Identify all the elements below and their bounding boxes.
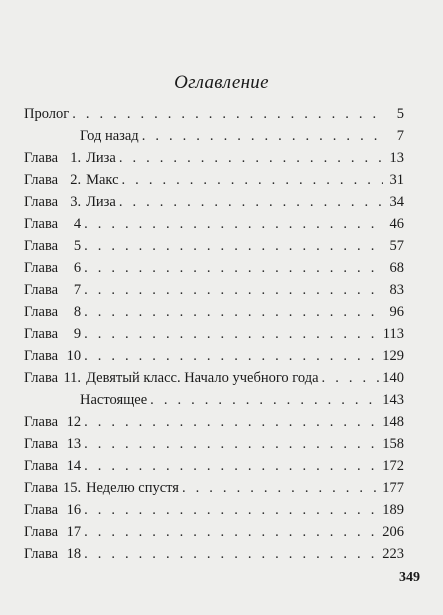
dot-leader xyxy=(84,455,379,477)
dot-leader xyxy=(119,191,383,213)
entry-number: 12 xyxy=(66,414,82,430)
entry-page: 140 xyxy=(382,370,404,386)
entry-page: 83 xyxy=(389,282,404,298)
dot-leader xyxy=(84,323,380,345)
toc-entry xyxy=(24,499,404,521)
toc-entry xyxy=(24,543,404,565)
entry-title: Неделю спустя xyxy=(86,480,179,496)
entry-number: 3. xyxy=(70,194,82,210)
dot-leader xyxy=(119,147,383,169)
toc-entry xyxy=(24,455,404,477)
entry-number: 15. xyxy=(62,480,82,496)
entry-number: 7 xyxy=(73,282,82,298)
entry-page: 143 xyxy=(382,392,404,408)
entry-number: 2. xyxy=(70,172,82,188)
toc-entry xyxy=(24,235,404,257)
dot-leader xyxy=(84,213,383,235)
toc-entry xyxy=(24,213,404,235)
toc-entry xyxy=(24,477,404,499)
entry-label: Пролог xyxy=(24,106,70,122)
dot-leader xyxy=(84,257,383,279)
entry-page: 158 xyxy=(382,436,404,452)
entry-label: Глава xyxy=(24,238,59,254)
toc-entry xyxy=(24,125,404,147)
dot-leader xyxy=(84,543,379,565)
toc-entry xyxy=(24,257,404,279)
entry-title: Лиза xyxy=(86,194,116,210)
toc-entry xyxy=(24,103,404,125)
entry-number: 10 xyxy=(66,348,82,364)
dot-leader xyxy=(84,345,379,367)
entry-number: 16 xyxy=(66,502,82,518)
dot-leader xyxy=(84,235,383,257)
dot-leader xyxy=(84,301,383,323)
toc-entry xyxy=(24,279,404,301)
toc-entry xyxy=(24,147,404,169)
entry-title: Девятый класс. Начало учебного года xyxy=(86,370,319,386)
toc-entry xyxy=(24,345,404,367)
entry-label: Глава xyxy=(24,436,59,452)
entry-page: 31 xyxy=(389,172,404,188)
entry-label: Глава xyxy=(24,370,59,386)
dot-leader xyxy=(84,521,379,543)
entry-page: 96 xyxy=(389,304,404,320)
entry-title: Лиза xyxy=(86,150,116,166)
entry-number: 1. xyxy=(70,150,82,166)
toc-entry xyxy=(24,191,404,213)
dot-leader xyxy=(72,103,383,125)
dot-leader xyxy=(142,125,383,147)
entry-label: Глава xyxy=(24,458,59,474)
entry-page: 172 xyxy=(382,458,404,474)
dot-leader xyxy=(182,477,379,499)
entry-number: 11. xyxy=(63,370,82,386)
toc-entry xyxy=(24,367,404,389)
entry-page: 68 xyxy=(389,260,404,276)
entry-page: 57 xyxy=(389,238,404,254)
entry-title: Год назад xyxy=(80,128,139,144)
entry-number: 14 xyxy=(66,458,82,474)
entry-page: 148 xyxy=(382,414,404,430)
entry-number: 8 xyxy=(73,304,82,320)
entry-page: 5 xyxy=(396,106,404,122)
page-number: 349 xyxy=(399,570,420,585)
dot-leader xyxy=(84,433,379,455)
entry-number: 9 xyxy=(73,326,82,342)
entry-number: 5 xyxy=(73,238,82,254)
entry-label: Глава xyxy=(24,480,59,496)
toc-entry xyxy=(24,301,404,323)
dot-leader xyxy=(322,367,380,389)
entry-page: 177 xyxy=(382,480,404,496)
entry-label: Глава xyxy=(24,172,59,188)
entry-page: 46 xyxy=(389,216,404,232)
entry-label: Глава xyxy=(24,260,59,276)
dot-leader xyxy=(122,169,383,191)
entry-page: 206 xyxy=(382,524,404,540)
toc-entry xyxy=(24,411,404,433)
dot-leader xyxy=(84,279,383,301)
entry-label: Глава xyxy=(24,216,59,232)
dot-leader xyxy=(84,499,379,521)
entry-label: Глава xyxy=(24,546,59,562)
entry-label: Глава xyxy=(24,524,59,540)
entry-label: Глава xyxy=(24,150,59,166)
entry-label: Глава xyxy=(24,414,59,430)
entry-label: Глава xyxy=(24,194,59,210)
entry-label: Глава xyxy=(24,282,59,298)
entry-page: 113 xyxy=(382,326,404,342)
toc-entry xyxy=(24,323,404,345)
entry-number: 13 xyxy=(66,436,82,452)
entry-label: Глава xyxy=(24,304,59,320)
entry-page: 7 xyxy=(396,128,404,144)
toc-entry xyxy=(24,169,404,191)
dot-leader xyxy=(150,389,379,411)
entry-number: 17 xyxy=(66,524,82,540)
toc-entry xyxy=(24,433,404,455)
entry-page: 189 xyxy=(382,502,404,518)
entry-title: Макс xyxy=(86,172,119,188)
entry-page: 129 xyxy=(382,348,404,364)
entry-number: 18 xyxy=(66,546,82,562)
entry-page: 13 xyxy=(389,150,404,166)
entry-label: Глава xyxy=(24,326,59,342)
entry-page: 34 xyxy=(389,194,404,210)
entry-number: 6 xyxy=(73,260,82,276)
entry-page: 223 xyxy=(382,546,404,562)
toc-entry xyxy=(24,389,404,411)
dot-leader xyxy=(84,411,379,433)
entry-number: 4 xyxy=(73,216,82,232)
entry-title: Настоящее xyxy=(80,392,148,408)
entry-label: Глава xyxy=(24,348,59,364)
toc-entry xyxy=(24,521,404,543)
toc-title: Оглавление xyxy=(174,72,269,93)
entry-label: Глава xyxy=(24,502,59,518)
